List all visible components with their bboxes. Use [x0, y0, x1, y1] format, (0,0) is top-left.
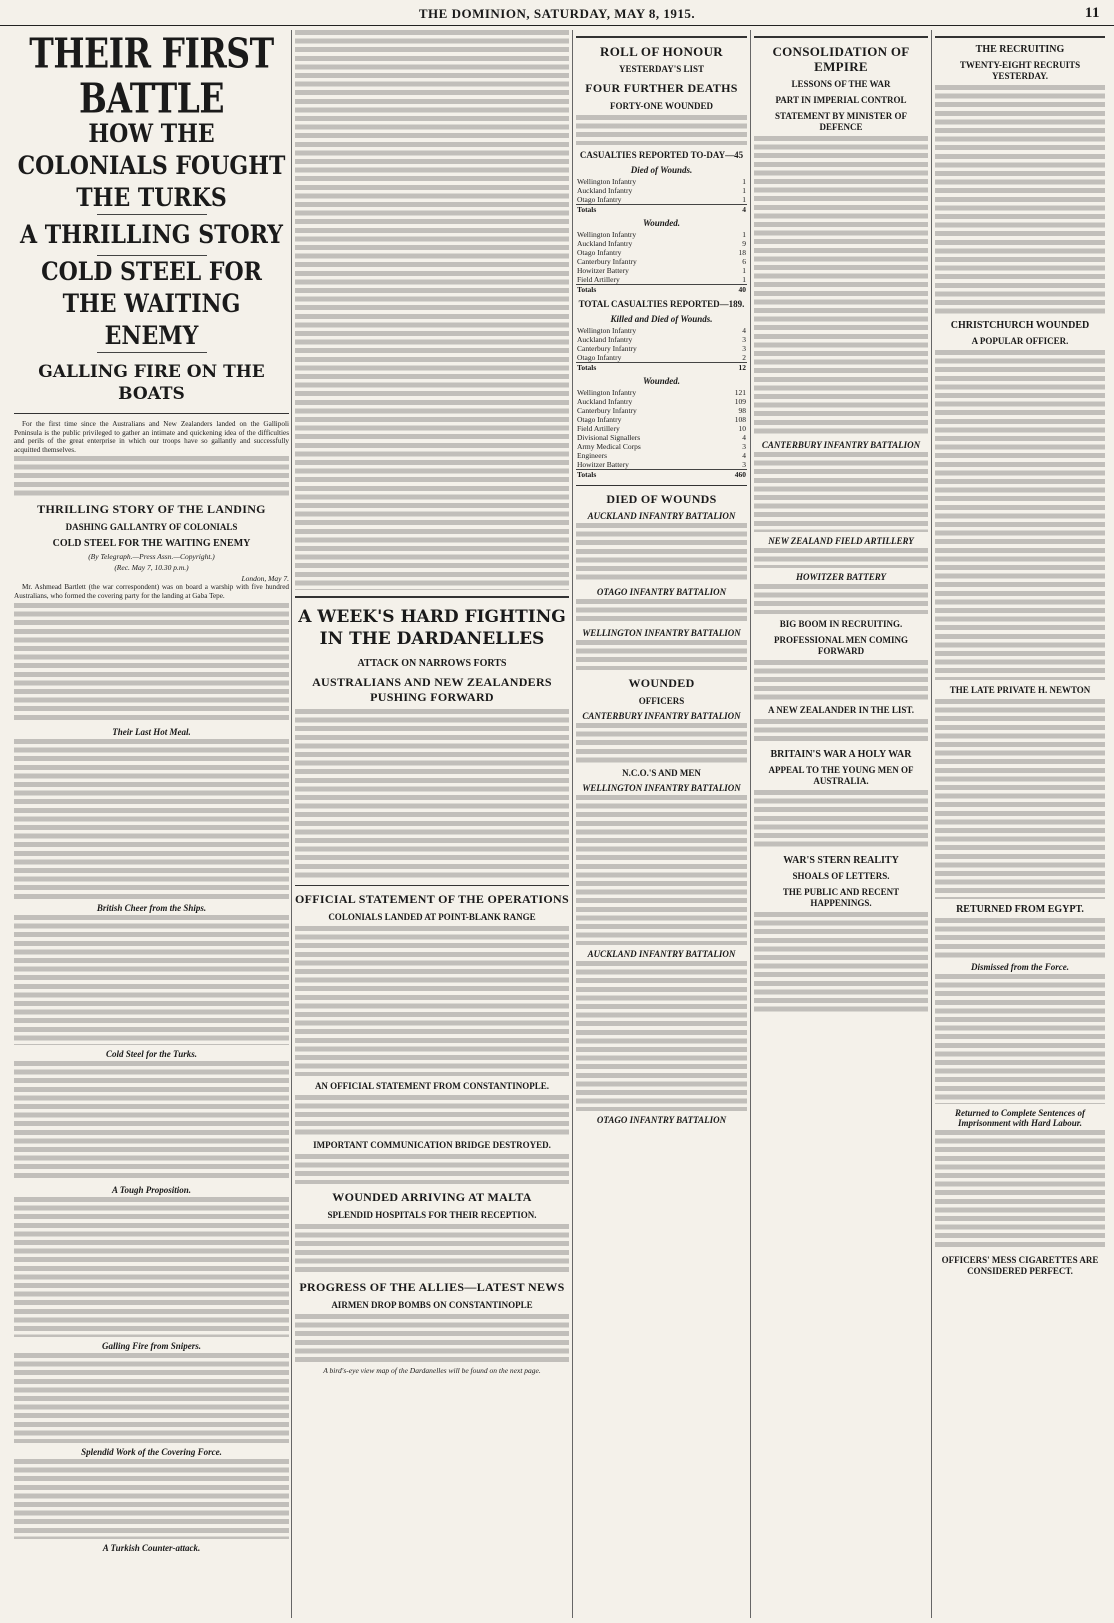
headline-ncos: N.C.O.'S AND MEN	[622, 768, 701, 778]
sub-headline-recruits: TWENTY-EIGHT RECRUITS YESTERDAY.	[959, 60, 1081, 81]
sub-headline-landing: THRILLING STORY OF THE LANDING	[37, 502, 266, 517]
column-rule	[291, 30, 292, 1618]
headline-progress: PROGRESS OF THE ALLIES—LATEST NEWS	[299, 1280, 565, 1294]
headline-stern-reality: WAR'S STERN REALITY	[783, 855, 899, 866]
section-heading: Dismissed from the Force.	[971, 962, 1069, 972]
headline-recruiting-boom: BIG BOOM IN RECRUITING.	[779, 619, 903, 629]
table-row: Howitzer Battery 1	[577, 266, 746, 275]
paragraph: Mr. Ashmead Bartlett (the war correspondent) was on board a warship with five hundred Australians, who formed the covering party for the landing at Gaba Tepe.	[14, 583, 289, 600]
sub-headline-letters: SHOALS OF LETTERS.	[792, 871, 890, 881]
sub-headline-point-blank: COLONIALS LANDED AT POINT-BLANK RANGE	[328, 912, 536, 922]
article-text-block	[935, 350, 1105, 680]
table-row: Army Medical Corps 3	[577, 442, 746, 451]
headline-christchurch: CHRISTCHURCH WOUNDED	[950, 320, 1090, 331]
sub-headline-appeal: APPEAL TO THE YOUNG MEN OF AUSTRALIA.	[768, 765, 914, 786]
sub-headline-pushing-forward: AUSTRALIANS AND NEW ZEALANDERS PUSHING FORWARD	[312, 675, 552, 704]
unit-heading: WELLINGTON INFANTRY BATTALION	[582, 628, 741, 638]
article-text-block	[14, 739, 289, 899]
article-text-block	[935, 1130, 1105, 1250]
table-row: Wellington Infantry 4	[577, 326, 746, 335]
sub-headline-yesterdays-list: YESTERDAY'S LIST	[619, 64, 704, 74]
article-text-block	[295, 1154, 569, 1184]
article-text-block	[14, 1061, 289, 1181]
article-text-block	[295, 1314, 569, 1364]
table-row-total: Totals 4	[577, 205, 746, 214]
table-row: Howitzer Battery 3	[577, 460, 746, 469]
sub-headline-minister: STATEMENT BY MINISTER OF DEFENCE	[775, 111, 907, 132]
article-text-block	[295, 1095, 569, 1135]
received-time: (Rec. May 7, 10.30 p.m.)	[114, 563, 189, 573]
sub-headline-narrows: ATTACK ON NARROWS FORTS	[357, 658, 507, 669]
table-subtitle: Killed and Died of Wounds.	[610, 314, 713, 324]
unit-heading: CANTERBURY INFANTRY BATTALION	[761, 440, 921, 450]
table-row: Auckland Infantry 109	[577, 397, 746, 406]
headline-malta: WOUNDED ARRIVING AT MALTA	[332, 1190, 532, 1204]
article-text-block	[754, 912, 928, 1012]
article-text-block	[935, 699, 1105, 899]
article-text-block	[14, 456, 289, 496]
article-text-block	[754, 548, 928, 568]
headline-died-of-wounds: DIED OF WOUNDS	[606, 492, 717, 506]
article-text-block	[754, 452, 928, 532]
article-text-block	[935, 85, 1105, 315]
headline-official-statement: OFFICIAL STATEMENT OF THE OPERATIONS	[295, 892, 569, 906]
headline-returned: RETURNED FROM EGYPT.	[956, 904, 1084, 915]
page-number: 11	[1084, 5, 1100, 21]
table-row-total: Totals 460	[577, 470, 746, 479]
article-text-block	[295, 1224, 569, 1274]
table-row: Canterbury Infantry 6	[577, 257, 746, 266]
article-text-block	[754, 719, 928, 744]
column-3	[576, 30, 747, 1620]
section-heading: British Cheer from the Ships.	[96, 902, 207, 913]
section-heading: Returned to Complete Sentences of Imprisonment with Hard Labour.	[955, 1108, 1085, 1128]
article-text-block	[14, 1459, 289, 1539]
article-text-block	[576, 961, 747, 1111]
article-text-block	[754, 584, 928, 614]
unit-heading: HOWITZER BATTERY	[795, 572, 887, 582]
divider	[576, 36, 747, 38]
sub-headline-hospitals: SPLENDID HOSPITALS FOR THEIR RECEPTION.	[327, 1210, 537, 1220]
divider	[754, 36, 928, 38]
divider	[14, 413, 289, 414]
main-headline: THEIR FIRST BATTLE	[29, 30, 274, 123]
sub-headline-lessons: LESSONS OF THE WAR	[791, 79, 891, 89]
unit-heading: NEW ZEALAND FIELD ARTILLERY	[768, 536, 914, 546]
table-row: Auckland Infantry 3	[577, 335, 746, 344]
headline-roll-of-honour: ROLL OF HONOUR	[600, 44, 723, 59]
headline-bridge-destroyed: IMPORTANT COMMUNICATION BRIDGE DESTROYED.	[313, 1140, 551, 1150]
headline-constantinople: AN OFFICIAL STATEMENT FROM CONSTANTINOPLE.	[314, 1081, 550, 1091]
table-row: Wellington Infantry 1	[577, 177, 746, 186]
article-text-block	[576, 723, 747, 763]
column-rule	[572, 30, 573, 1618]
article-text-block	[576, 795, 747, 945]
dateline-place: London, May 7.	[241, 574, 289, 584]
table-row-total: Totals 12	[577, 363, 746, 372]
section-heading: Their Last Hot Meal.	[112, 726, 191, 737]
article-text-block	[576, 599, 747, 624]
table-row: Otago Infantry 108	[577, 415, 746, 424]
article-text-block	[754, 660, 928, 700]
table-row: Wellington Infantry 121	[577, 388, 746, 397]
headline-holy-war: BRITAIN'S WAR A HOLY WAR	[770, 749, 912, 760]
table-subtitle: Wounded.	[642, 376, 681, 386]
headline-thrilling: A THRILLING STORY	[20, 220, 283, 250]
table-title-total: TOTAL CASUALTIES REPORTED—189.	[578, 299, 745, 309]
table-row: Auckland Infantry 1	[577, 186, 746, 195]
table-row: Auckland Infantry 9	[577, 239, 746, 248]
headline-late-private: THE LATE PRIVATE H. NEWTON	[949, 685, 1091, 695]
article-text-block	[14, 915, 289, 1045]
table-row: Otago Infantry 2	[577, 353, 746, 362]
sub-headline-cold-steel: COLD STEEL FOR THE WAITING ENEMY	[52, 538, 251, 550]
sub-headline-forty-one: FORTY-ONE WOUNDED	[610, 101, 713, 111]
sub-headline-public: THE PUBLIC AND RECENT HAPPENINGS.	[782, 887, 900, 908]
table-title-today: CASUALTIES REPORTED TO-DAY—45	[579, 150, 744, 160]
sub-headline-airmen: AIRMEN DROP BOMBS ON CONSTANTINOPLE	[331, 1300, 533, 1310]
divider	[576, 485, 747, 486]
section-heading: Cold Steel for the Turks.	[106, 1048, 197, 1059]
headline-cold-steel: COLD STEEL FOR THE WAITING ENEMY	[41, 256, 262, 352]
sub-headline-officer: A POPULAR OFFICER.	[971, 336, 1069, 346]
article-text-block	[14, 1197, 289, 1337]
unit-heading: AUCKLAND INFANTRY BATTALION	[587, 511, 736, 521]
article-text-block	[754, 136, 928, 436]
headline-new-zealander: A NEW ZEALANDER IN THE LIST.	[767, 705, 915, 715]
table-subtitle: Died of Wounds.	[630, 165, 693, 175]
column-rule	[931, 30, 932, 1618]
table-row: Otago Infantry 18	[577, 248, 746, 257]
headline-weeks-fighting: A WEEK'S HARD FIGHTING IN THE DARDANELLES	[298, 607, 566, 649]
column-4	[754, 30, 928, 1620]
table-row: Field Artillery 1	[577, 275, 746, 284]
unit-heading: OTAGO INFANTRY BATTALION	[596, 587, 727, 597]
table-row: Otago Infantry 1	[577, 195, 746, 204]
section-heading: A Tough Proposition.	[112, 1184, 191, 1195]
article-text-block	[935, 918, 1105, 958]
sub-headline-dashing: DASHING GALLANTRY OF COLONIALS	[65, 522, 238, 533]
headline-wounded: WOUNDED	[628, 676, 695, 690]
casualty-table-wounded-total	[576, 388, 747, 479]
headline-consolidation: CONSOLIDATION OF EMPIRE	[772, 44, 910, 74]
casualty-table-died-today	[576, 177, 747, 214]
article-text-block	[14, 603, 289, 723]
intro-paragraph: For the first time since the Australians and New Zealanders landed on the Gallipoli Peninsula is the public privileged to gather an intimate and quickening idea of the difficulties and perils of the great enterprise in which our troops have so gallantly and successfully acquitted themselves.	[14, 420, 289, 454]
article-text-block	[754, 790, 928, 850]
divider	[295, 596, 569, 598]
table-row: Divisional Signallers 4	[577, 433, 746, 442]
article-text-block	[14, 1353, 289, 1443]
article-text-block	[295, 926, 569, 1076]
unit-heading: WELLINGTON INFANTRY BATTALION	[582, 783, 741, 793]
headline-cigarettes: OFFICERS' MESS CIGARETTES ARE CONSIDERED PERFECT.	[941, 1255, 1099, 1276]
casualty-table-wounded-today	[576, 230, 747, 294]
footer-note: A bird's-eye view map of the Dardanelles will be found on the next page.	[323, 1366, 541, 1375]
divider	[295, 885, 569, 886]
casualty-table-killed-total	[576, 326, 747, 372]
column-5	[935, 30, 1105, 1620]
article-text-block	[576, 115, 747, 145]
unit-heading: OTAGO INFANTRY BATTALION	[596, 1115, 727, 1125]
unit-heading: AUCKLAND INFANTRY BATTALION	[587, 949, 736, 959]
table-row: Field Artillery 10	[577, 424, 746, 433]
sub-headline-professional: PROFESSIONAL MEN COMING FORWARD	[773, 635, 908, 656]
column-1	[14, 30, 289, 1620]
table-row: Canterbury Infantry 98	[577, 406, 746, 415]
table-row: Canterbury Infantry 3	[577, 344, 746, 353]
headline-colonials: HOW THE COLONIALS FOUGHT THE TURKS	[17, 118, 286, 214]
sub-headline-imperial-control: PART IN IMPERIAL CONTROL	[775, 95, 907, 105]
table-row: Wellington Infantry 1	[577, 230, 746, 239]
article-text-block	[295, 709, 569, 879]
column-rule	[750, 30, 751, 1618]
article-text-block	[935, 974, 1105, 1104]
headline-recruiting: THE RECRUITING	[975, 44, 1065, 55]
headline-galling-fire: GALLING FIRE ON THE BOATS	[38, 362, 265, 404]
section-heading: Galling Fire from Snipers.	[101, 1340, 202, 1351]
table-subtitle: Wounded.	[642, 218, 681, 228]
table-row: Engineers 4	[577, 451, 746, 460]
sub-headline-officers: OFFICERS	[638, 696, 685, 706]
unit-heading: CANTERBURY INFANTRY BATTALION	[582, 711, 741, 721]
credit: (By Telegraph.—Press Assn.—Copyright.)	[88, 552, 215, 562]
headline-four-deaths: FOUR FURTHER DEATHS	[585, 81, 738, 95]
section-heading: A Turkish Counter-attack.	[102, 1542, 201, 1553]
divider	[935, 36, 1105, 38]
masthead	[0, 4, 1114, 26]
masthead-title: THE DOMINION, SATURDAY, MAY 8, 1915.	[418, 6, 696, 21]
section-heading: Splendid Work of the Covering Force.	[81, 1446, 222, 1457]
column-2	[295, 30, 569, 1620]
article-text-block	[576, 523, 747, 583]
article-text-block	[295, 30, 569, 590]
article-text-block	[576, 640, 747, 670]
table-row-total: Totals 40	[577, 285, 746, 294]
